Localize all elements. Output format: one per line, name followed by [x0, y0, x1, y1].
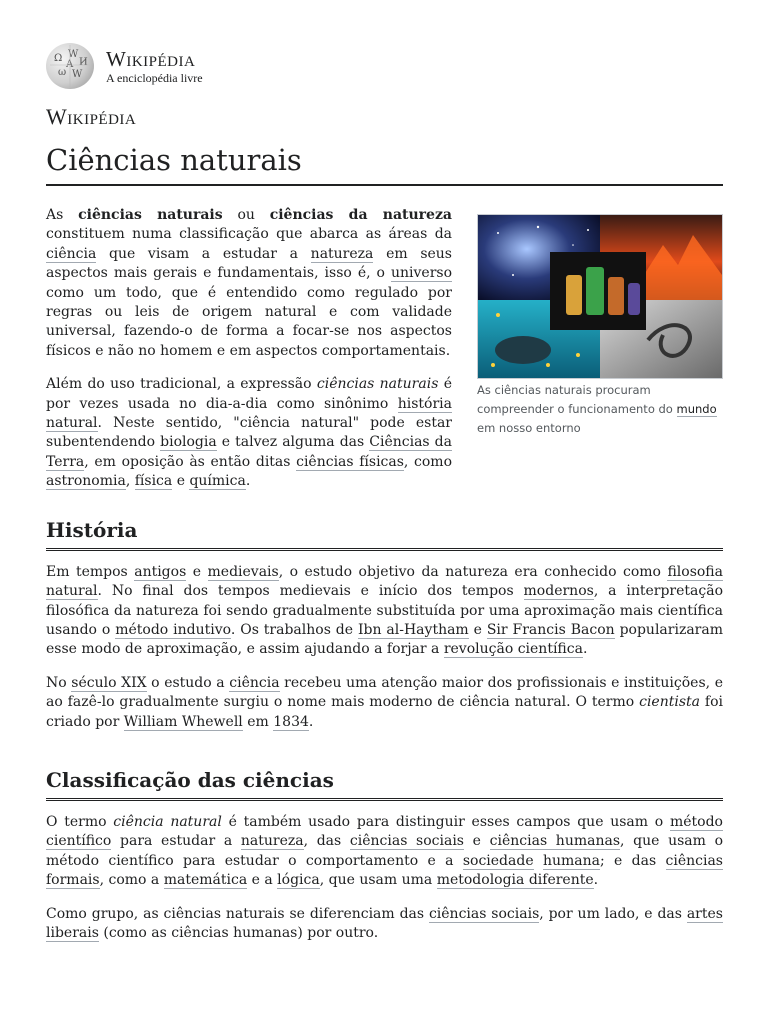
text-run: e — [172, 473, 190, 490]
link-filosofia-natural[interactable]: filosofia natural — [46, 563, 723, 600]
italic-term: ciência natural — [113, 813, 222, 830]
text-run: , o estudo objetivo da natureza era conhecido como — [278, 563, 668, 580]
tagline: A enciclopédia livre — [106, 70, 203, 85]
text-run: . — [308, 713, 314, 730]
caption-text: As ciências naturais procuram compreender o funcionamento do — [477, 383, 677, 416]
link-medievais[interactable]: medievais — [207, 563, 279, 580]
classificacao-paragraph-2 — [46, 905, 723, 944]
link-método-científico[interactable]: método científico — [46, 813, 723, 850]
text-run: e talvez alguma das — [216, 434, 370, 451]
link-humana[interactable]: humana — [542, 852, 600, 869]
link-sociedade[interactable]: sociedade — [462, 852, 534, 869]
link-ibn-al-haytham[interactable]: Ibn al-Haytham — [357, 621, 469, 638]
link-astronomia[interactable]: astronomia — [46, 473, 126, 490]
text-run: , como — [403, 453, 452, 470]
caption-link-mundo[interactable]: mundo — [676, 402, 717, 416]
link-ciências-da-terra[interactable]: Ciências da Terra — [46, 434, 452, 470]
text-run: ; e das — [599, 852, 666, 869]
svg-text:W: W — [68, 49, 79, 60]
text-run: ou — [222, 207, 270, 223]
sections-container — [46, 516, 723, 944]
text-run: recebeu uma atenção maior dos profissionais e instituições, e ao fazê-lo gradualmente surgiu o nome mais moderno de ciência natural. O termo — [46, 674, 723, 711]
lead-paragraph-1 — [46, 206, 452, 361]
historia-paragraph-1 — [46, 563, 723, 660]
wordmark-secondary: Wikipédia — [46, 104, 137, 129]
lead-section — [46, 206, 452, 492]
link-ciência[interactable]: ciência — [229, 674, 280, 691]
text-run: O termo — [46, 813, 114, 830]
text-run: . — [593, 872, 599, 889]
svg-text:Ω: Ω — [54, 53, 63, 64]
text-run: é por vezes usada no dia-a-dia como sinônimo — [46, 376, 452, 412]
text-run: como um todo, que é entendido como regulado por regras ou leis de origem natural e com validade universal, fazendo-o de forma a focar-se nos aspectos físicos e não no homem e em aspectos comportamentais. — [46, 284, 452, 359]
natural-sciences-collage-image[interactable] — [477, 214, 723, 379]
text-run: Em tempos — [46, 563, 135, 580]
text-run: . — [582, 641, 588, 658]
svg-text:И: И — [79, 57, 88, 68]
svg-text:A: A — [66, 59, 74, 70]
link-ciências-sociais[interactable]: ciências sociais — [428, 905, 540, 922]
caption-text-end: em nosso entorno — [477, 421, 581, 435]
section-heading-classificacao: Classificação das ciências — [46, 766, 723, 801]
text-run: é também usado para distinguir esses campos que usam o — [221, 813, 670, 830]
italic-term: ciências naturais — [316, 376, 439, 393]
link-método-indutivo[interactable]: método indutivo — [115, 621, 231, 638]
text-run: . — [245, 473, 251, 490]
text-run: em — [242, 713, 274, 730]
link-1834[interactable]: 1834 — [273, 713, 309, 730]
link-antigos[interactable]: antigos — [134, 563, 187, 580]
wordmark[interactable]: Wikipédia — [106, 46, 196, 71]
text-run: No — [46, 674, 72, 691]
svg-text:W: W — [72, 69, 83, 80]
text-run: . No final dos tempos medievais e início dos tempos — [97, 583, 524, 600]
text-run: , em oposição às então ditas — [84, 453, 297, 470]
text-run: , que usam o método científico para estudar o comportamento e a — [46, 833, 724, 869]
text-run: (como as ciências humanas) por outro. — [98, 924, 379, 941]
text-run: para estudar a — [111, 833, 241, 850]
text-run: constituem numa classificação que abarca as áreas da — [46, 226, 452, 243]
link-ciências-físicas[interactable]: ciências físicas — [296, 453, 404, 470]
text-run: , — [125, 473, 135, 490]
text-run: e a — [247, 872, 278, 889]
text-run: , como a — [99, 872, 164, 889]
link-lógica[interactable]: lógica — [277, 872, 320, 889]
link-modernos[interactable]: modernos — [523, 583, 594, 600]
link-revolução-científica[interactable]: revolução científica — [443, 641, 583, 658]
section-heading-historia: História — [46, 516, 723, 551]
text-run: e — [468, 621, 487, 638]
classificacao-paragraph-1 — [46, 813, 723, 891]
text-run: e — [464, 833, 490, 850]
text-run: e — [186, 563, 208, 580]
link-artes-liberais[interactable]: artes liberais — [46, 905, 723, 941]
bold-term: ciências naturais — [78, 207, 223, 223]
text-run: , por um lado, e das — [539, 905, 687, 922]
link-ciências-humanas[interactable]: ciências humanas — [489, 833, 621, 850]
link-ciências-formais[interactable]: ciências formais — [46, 852, 723, 889]
wikipedia-globe-logo[interactable] — [46, 43, 94, 89]
link-física[interactable]: física — [134, 473, 173, 490]
link-século-xix[interactable]: século XIX — [71, 674, 147, 691]
page-title: Ciências naturais — [46, 138, 723, 186]
link-química[interactable]: química — [189, 473, 246, 490]
link-natureza[interactable]: natureza — [240, 833, 304, 850]
bold-term: ciências da natureza — [269, 207, 452, 223]
link-ciências-sociais[interactable]: ciências sociais — [349, 833, 464, 850]
lead-figure — [477, 214, 723, 438]
text-run: foi criado por — [46, 694, 723, 730]
link-william-whewell[interactable]: William Whewell — [123, 713, 243, 730]
link-biologia[interactable]: biologia — [160, 434, 217, 451]
link-universo[interactable]: universo — [390, 265, 452, 282]
link-matemática[interactable]: matemática — [163, 872, 248, 889]
text-run: As — [46, 207, 79, 223]
text-run: , a interpretação filosófica da natureza foi sendo gradualmente substituída por uma aproximação mais científica usando o — [46, 583, 723, 638]
link-sir-francis-bacon[interactable]: Sir Francis Bacon — [486, 621, 615, 638]
link-história-natural[interactable]: história natural — [46, 395, 452, 432]
text-run — [534, 853, 543, 869]
text-run: , das — [303, 833, 350, 850]
text-run: que visam a estudar a — [96, 245, 311, 262]
link-ciência[interactable]: ciência — [46, 245, 97, 262]
text-run: Como grupo, as ciências naturais se diferenciam das — [46, 905, 429, 922]
svg-text:ω: ω — [58, 67, 67, 78]
article-content — [46, 200, 723, 957]
text-run: . Neste sentido, "ciência natural" pode estar subentendendo — [46, 415, 452, 451]
text-run: em seus aspectos mais gerais e fundamentais, isso é, o — [46, 245, 452, 282]
text-run: . Os trabalhos de — [230, 621, 358, 638]
link-natureza[interactable]: natureza — [310, 245, 374, 262]
link-metodologia-diferente[interactable]: metodologia diferente — [436, 872, 594, 889]
historia-paragraph-2 — [46, 674, 723, 732]
text-run: , que usam uma — [319, 872, 437, 889]
figure-caption — [477, 381, 723, 438]
site-header — [46, 42, 203, 90]
text-run: popularizaram esse modo de aproximação, e assim ajudando a forjar a — [46, 621, 723, 658]
lead-paragraph-2 — [46, 375, 452, 491]
text-run: Além do uso tradicional, a expressão — [46, 376, 317, 393]
text-run: o estudo a — [146, 674, 230, 691]
italic-term: cientista — [639, 694, 700, 711]
